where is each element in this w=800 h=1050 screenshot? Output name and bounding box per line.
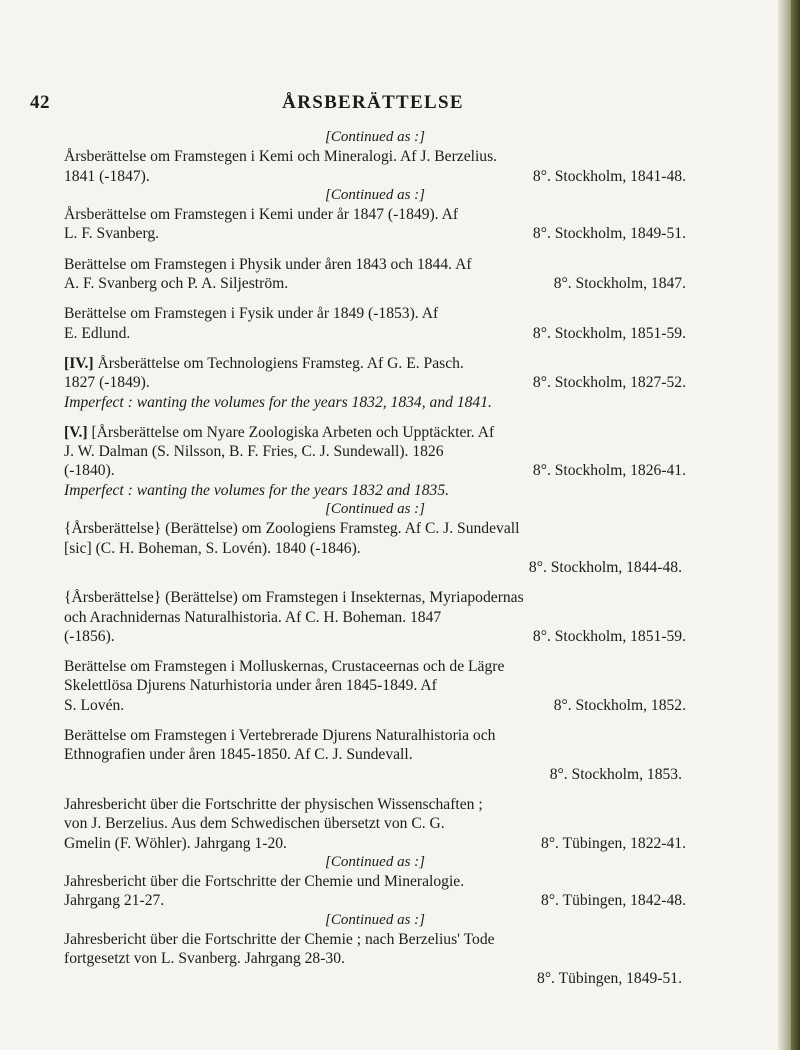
entry-line <box>64 834 686 853</box>
imperfect-note: Imperfect : wanting the volumes for the years 1832, 1834, and 1841. <box>64 393 492 411</box>
page-number: 42 <box>30 92 50 113</box>
entry-line-text: 1827 (-1849). <box>64 374 150 392</box>
entry-line: [V.] [Årsberättelse om Nyare Zoologiska Arbeten och Upptäckter. Af <box>64 423 495 441</box>
catalogue-entry <box>64 872 686 911</box>
catalogue-entry <box>64 726 686 784</box>
catalogue-entry <box>64 304 686 343</box>
continued-note: [Continued as :] <box>324 129 425 145</box>
publication-info: 8°. Stockholm, 1852. <box>553 696 686 714</box>
catalogue-entry <box>64 255 686 294</box>
entry-line: fortgesetzt von L. Svanberg. Jahrgang 28-30. <box>64 950 345 968</box>
entry-line-text: L. F. Svanberg. <box>64 225 160 243</box>
entry-line: och Arachnidernas Naturalhistoria. Af C. H. Boheman. 1847 <box>64 608 442 626</box>
entry-line: Jahresbericht über die Fortschritte der Chemie ; nach Berzelius' Tode <box>64 930 495 948</box>
catalogue-entry <box>64 930 686 988</box>
continued-note: [Continued as :] <box>324 501 425 518</box>
catalogue-entry <box>64 657 686 715</box>
catalogue-entry <box>64 795 686 853</box>
catalogue-entry <box>64 354 686 412</box>
entry-line: Berättelse om Framstegen i Fysik under år 1849 (-1853). Af <box>64 305 439 323</box>
publication-info: 8°. Stockholm, 1847. <box>553 275 686 293</box>
entry-line <box>64 167 686 186</box>
continued-note: [Continued as :] <box>324 853 425 870</box>
entry-line <box>64 324 686 343</box>
publication-info: 8°. Stockholm, 1826-41. <box>532 462 686 480</box>
catalogue-entry <box>64 147 686 186</box>
entry-line: Berättelse om Framstegen i Molluskernas, Crustaceernas och de Lägre <box>64 658 505 676</box>
publication-info: 8°. Stockholm, 1849-51. <box>532 225 686 243</box>
entry-line-text: (-1856). <box>64 627 115 645</box>
entry-line <box>64 696 686 715</box>
publication-info: 8°. Stockholm, 1851-59. <box>532 324 686 342</box>
running-head: ÅRSBERÄTTELSE <box>282 92 464 113</box>
entry-line-text: S. Lovén. <box>64 696 125 714</box>
publication-info: 8°. Tübingen, 1822-41. <box>541 834 686 852</box>
entry-line <box>64 461 686 480</box>
entry-line: Berättelse om Framstegen i Physik under åren 1843 och 1844. Af <box>64 255 472 273</box>
entry-line: Jahresbericht über die Fortschritte der Chemie und Mineralogie. <box>64 873 465 891</box>
entry-line: [sic] (C. H. Boheman, S. Lovén). 1840 (-1846). <box>64 539 361 557</box>
entry-line: Årsberättelse om Framstegen i Kemi och Mineralogi. Af J. Berzelius. <box>64 148 498 166</box>
entry-line: {Årsberättelse} (Berättelse) om Zoologiens Framsteg. Af C. J. Sundevall <box>64 520 520 538</box>
entry-line: Skelettlösa Djurens Naturhistoria under åren 1845-1849. Af <box>64 677 437 695</box>
continued-note: [Continued as :] <box>324 186 425 203</box>
entry-line: Årsberättelse om Framstegen i Kemi under år 1847 (-1849). Af <box>64 206 459 224</box>
imperfect-note: Imperfect : wanting the volumes for the years 1832 and 1835. <box>64 481 450 499</box>
publication-info: 8°. Stockholm, 1841-48. <box>532 167 686 185</box>
publication-info: 8°. Stockholm, 1844-48. <box>528 558 682 576</box>
catalogue-entry <box>64 423 686 500</box>
publication-info: 8°. Stockholm, 1851-59. <box>532 627 686 645</box>
entry-line: von J. Berzelius. Aus dem Schwedischen übersetzt von C. G. <box>64 815 445 833</box>
page-edge-binding <box>778 0 800 1050</box>
entry-line: [IV.] Årsberättelse om Technologiens Framsteg. Af G. E. Pasch. <box>64 354 464 372</box>
entry-line: {Årsberättelse} (Berättelse) om Framstegen i Insekternas, Myriapodernas <box>64 589 524 607</box>
entry-line: Berättelse om Framstegen i Vertebrerade Djurens Naturalhistoria och <box>64 727 496 745</box>
catalogue-entry <box>64 588 686 646</box>
entry-line <box>64 373 686 392</box>
catalogue-entries <box>64 128 686 988</box>
entry-line <box>64 274 686 293</box>
entry-line-text: Jahrgang 21-27. <box>64 892 165 910</box>
entry-line: Jahresbericht über die Fortschritte der physischen Wissenschaften ; <box>64 795 483 813</box>
entry-line-text: (-1840). <box>64 462 115 480</box>
entry-line-text: Gmelin (F. Wöhler). Jahrgang 1-20. <box>64 834 287 852</box>
entry-line-text: E. Edlund. <box>64 324 131 342</box>
entry-line <box>64 891 686 910</box>
entry-line: J. W. Dalman (S. Nilsson, B. F. Fries, C. J. Sundewall). 1826 <box>64 443 444 461</box>
publication-info: 8°. Stockholm, 1827-52. <box>532 374 686 392</box>
entry-line <box>64 224 686 243</box>
entry-line <box>64 627 686 646</box>
catalogue-entry <box>64 519 686 577</box>
entry-line-text: A. F. Svanberg och P. A. Siljeström. <box>64 275 289 293</box>
section-numeral: [IV.] <box>64 354 94 372</box>
section-numeral: [V.] <box>64 423 88 441</box>
publication-info: 8°. Stockholm, 1853. <box>549 765 682 783</box>
publication-info: 8°. Tübingen, 1842-48. <box>541 892 686 910</box>
continued-note: [Continued as :] <box>324 911 425 928</box>
entry-line: Ethnografien under åren 1845-1850. Af C. J. Sundevall. <box>64 746 413 764</box>
publication-info: 8°. Tübingen, 1849-51. <box>537 969 682 987</box>
entry-line-text: 1841 (-1847). <box>64 167 150 185</box>
catalogue-entry <box>64 205 686 244</box>
page-header <box>0 92 780 116</box>
